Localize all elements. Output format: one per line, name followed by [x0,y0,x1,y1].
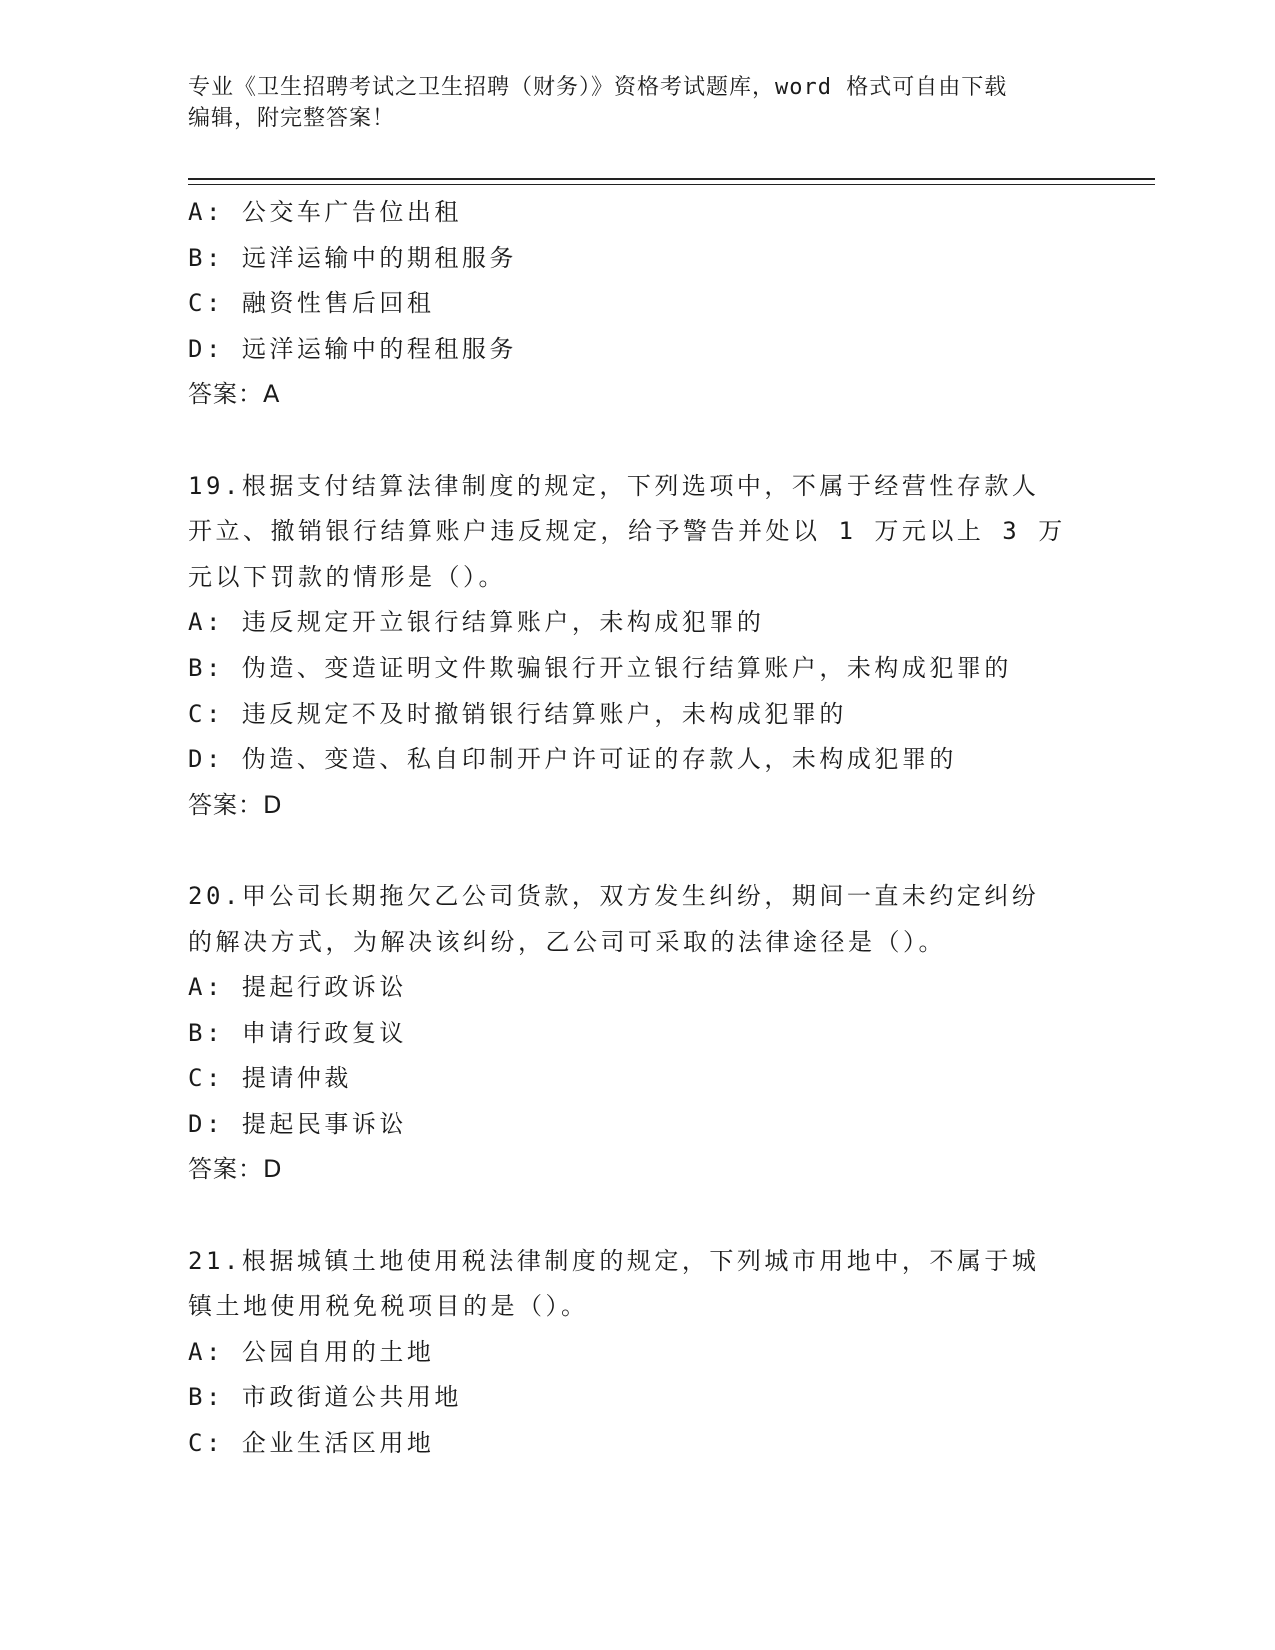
spacer [188,1193,1088,1239]
question-20 [188,874,1088,1193]
document-header [188,72,1088,134]
question-stem-line: 镇土地使用税免税项目的是（）。 [188,1292,589,1321]
option-d: D: 伪造、变造、私自印制开户许可证的存款人，未构成犯罪的 [188,745,957,774]
header-divider-thick [188,178,1155,180]
question-18-fragment [188,190,1088,418]
answer: 答案：D [188,790,283,819]
header-line-2: 编辑，附完整答案！ [188,106,396,131]
question-stem-line: 开立、撤销银行结算账户违反规定，给予警告并处以 1 万元以上 3 万 [188,517,1066,546]
header-line-1: 专业《卫生招聘考试之卫生招聘（财务）》资格考试题库，word 格式可自由下载 [188,75,1008,100]
question-19 [188,464,1088,829]
option-c: C: 融资性售后回租 [188,289,435,318]
spacer [188,828,1088,874]
spacer [188,418,1088,464]
option-a: A: 提起行政诉讼 [188,973,407,1002]
question-stem-line: 20.甲公司长期拖欠乙公司货款，双方发生纠纷，期间一直未约定纠纷 [188,881,1040,910]
option-a: A: 公园自用的土地 [188,1337,435,1366]
option-a: A: 违反规定开立银行结算账户，未构成犯罪的 [188,608,765,637]
question-stem-line: 的解决方式，为解决该纠纷，乙公司可采取的法律途径是（）。 [188,927,946,956]
option-b: B: 伪造、变造证明文件欺骗银行开立银行结算账户，未构成犯罪的 [188,653,1012,682]
answer: 答案：D [188,1155,283,1184]
option-c: C: 企业生活区用地 [188,1429,435,1458]
option-d: D: 提起民事诉讼 [188,1109,407,1138]
option-c: C: 提请仲裁 [188,1064,352,1093]
option-b: B: 远洋运输中的期租服务 [188,243,517,272]
option-a: A: 公交车广告位出租 [188,198,462,226]
answer: 答案：A [188,380,281,409]
question-stem-line: 21.根据城镇土地使用税法律制度的规定，下列城市用地中，不属于城 [188,1246,1040,1275]
question-list [188,190,1088,1467]
option-b: B: 市政街道公共用地 [188,1383,462,1412]
question-21 [188,1239,1088,1467]
option-c: C: 违反规定不及时撤销银行结算账户，未构成犯罪的 [188,699,847,728]
question-stem-line: 元以下罚款的情形是（）。 [188,562,506,591]
header-divider-thin [188,184,1155,185]
option-b: B: 申请行政复议 [188,1018,407,1047]
option-d: D: 远洋运输中的程租服务 [188,334,517,363]
question-stem-line: 19.根据支付结算法律制度的规定，下列选项中，不属于经营性存款人 [188,471,1040,500]
